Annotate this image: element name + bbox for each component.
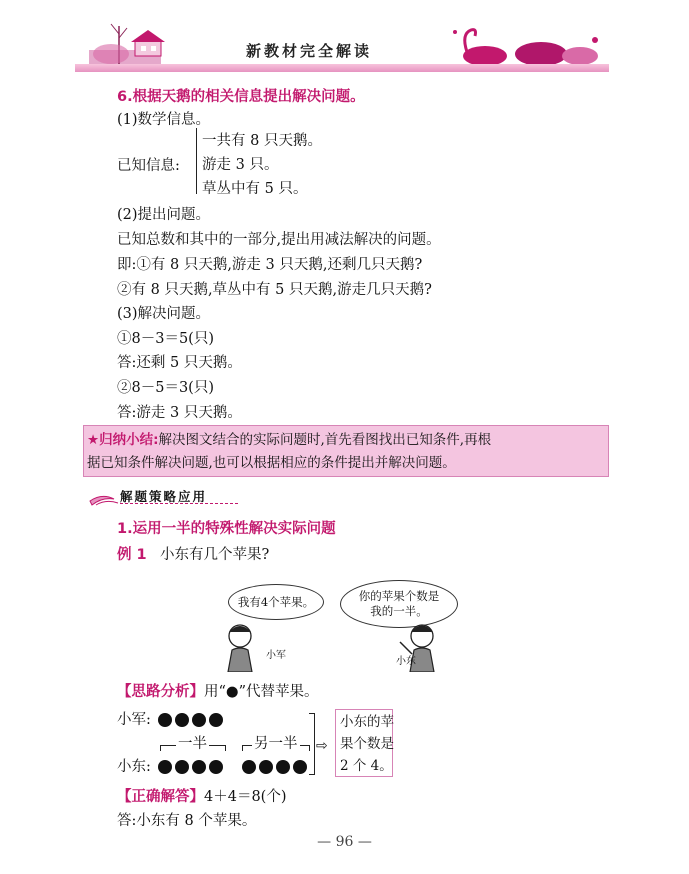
apple-dot xyxy=(276,760,290,774)
apple-dot xyxy=(259,760,273,774)
topic-heading: 1.运用一半的特殊性解决实际问题 xyxy=(117,521,336,537)
speech-bubble-right: 你的苹果个数是 我的一半。 xyxy=(340,580,458,628)
apple-dot xyxy=(192,760,206,774)
row-label-xiaodong: 小东: xyxy=(117,759,151,775)
strategy-title: 解题策略应用 xyxy=(120,489,208,504)
answer-label: 【正确解答】 xyxy=(117,789,204,805)
half-label-1: 一半 xyxy=(178,736,207,752)
apple-dot xyxy=(242,760,256,774)
apple-dot xyxy=(158,760,172,774)
summary-label: ★归纳小结: xyxy=(87,432,159,448)
header-bar xyxy=(75,64,609,72)
house-illustration xyxy=(89,24,165,66)
name-label-left: 小军 xyxy=(266,650,286,661)
apple-dot xyxy=(209,760,223,774)
text-line: ②有 8 只天鹅,草丛中有 5 只天鹅,游走几只天鹅? xyxy=(117,282,432,298)
apple-dot xyxy=(209,713,223,727)
apple-dot xyxy=(158,713,172,727)
apple-dot xyxy=(293,760,307,774)
header-title: 新教材完全解读 xyxy=(246,42,373,60)
dots-xiaodong-second-half xyxy=(242,760,307,774)
text-line: 已知总数和其中的一部分,提出用减法解决的问题。 xyxy=(117,232,441,248)
example-label: 例 1 xyxy=(117,547,147,563)
row-label-xiaojun: 小军: xyxy=(117,712,151,728)
dots-xiaodong-first-half xyxy=(158,760,223,774)
speech-bubble-left: 我有4个苹果。 xyxy=(228,584,324,620)
answer-line: 答:还剩 5 只天鹅。 xyxy=(117,355,242,371)
summary-box xyxy=(83,425,609,477)
analysis-text: 用“●”代替苹果。 xyxy=(204,684,319,700)
step-1-label: (1)数学信息。 xyxy=(117,112,211,128)
apple-dot xyxy=(175,713,189,727)
known-info-label: 已知信息: xyxy=(117,158,180,174)
group-bracket xyxy=(309,713,315,775)
example-question: 小东有几个苹果? xyxy=(160,547,270,563)
example-illustration xyxy=(218,580,478,672)
dots-xiaojun xyxy=(158,713,223,727)
apple-dot xyxy=(175,760,189,774)
children-drawing xyxy=(218,620,478,672)
calculation: ①8－3＝5(只) xyxy=(117,331,214,347)
fact-item: 游走 3 只。 xyxy=(202,157,279,173)
conclusion-box: 小东的苹 果个数是 2 个 4。 xyxy=(335,709,393,777)
step-2-label: (2)提出问题。 xyxy=(117,207,211,223)
final-answer: 答:小东有 8 个苹果。 xyxy=(117,813,257,829)
answer-line: 答:游走 3 只天鹅。 xyxy=(117,405,242,421)
text-line: 即:①有 8 只天鹅,游走 3 只天鹅,还剩几只天鹅? xyxy=(117,257,423,273)
name-label-right: 小东 xyxy=(396,656,416,667)
section-heading: 6.根据天鹅的相关信息提出解决问题。 xyxy=(117,89,365,105)
strategy-underline xyxy=(120,503,238,504)
apple-dot xyxy=(192,713,206,727)
calculation: ②8－5＝3(只) xyxy=(117,380,214,396)
arrow-right-icon: ⇨ xyxy=(316,738,328,754)
swan-illustration xyxy=(453,30,598,66)
analysis-label: 【思路分析】 xyxy=(117,684,204,700)
page-number: — 96 — xyxy=(317,834,372,850)
summary-text: 据已知条件解决问题,也可以根据相应的条件提出并解决问题。 xyxy=(87,455,456,471)
half-label-2: 另一半 xyxy=(254,736,298,752)
answer-calc: 4＋4＝8(个) xyxy=(204,789,287,805)
step-3-label: (3)解决问题。 xyxy=(117,306,211,322)
fact-item: 一共有 8 只天鹅。 xyxy=(202,133,322,149)
summary-text: 解决图文结合的实际问题时,首先看图找出已知条件,再根 xyxy=(158,432,492,448)
fact-item: 草丛中有 5 只。 xyxy=(202,181,308,197)
